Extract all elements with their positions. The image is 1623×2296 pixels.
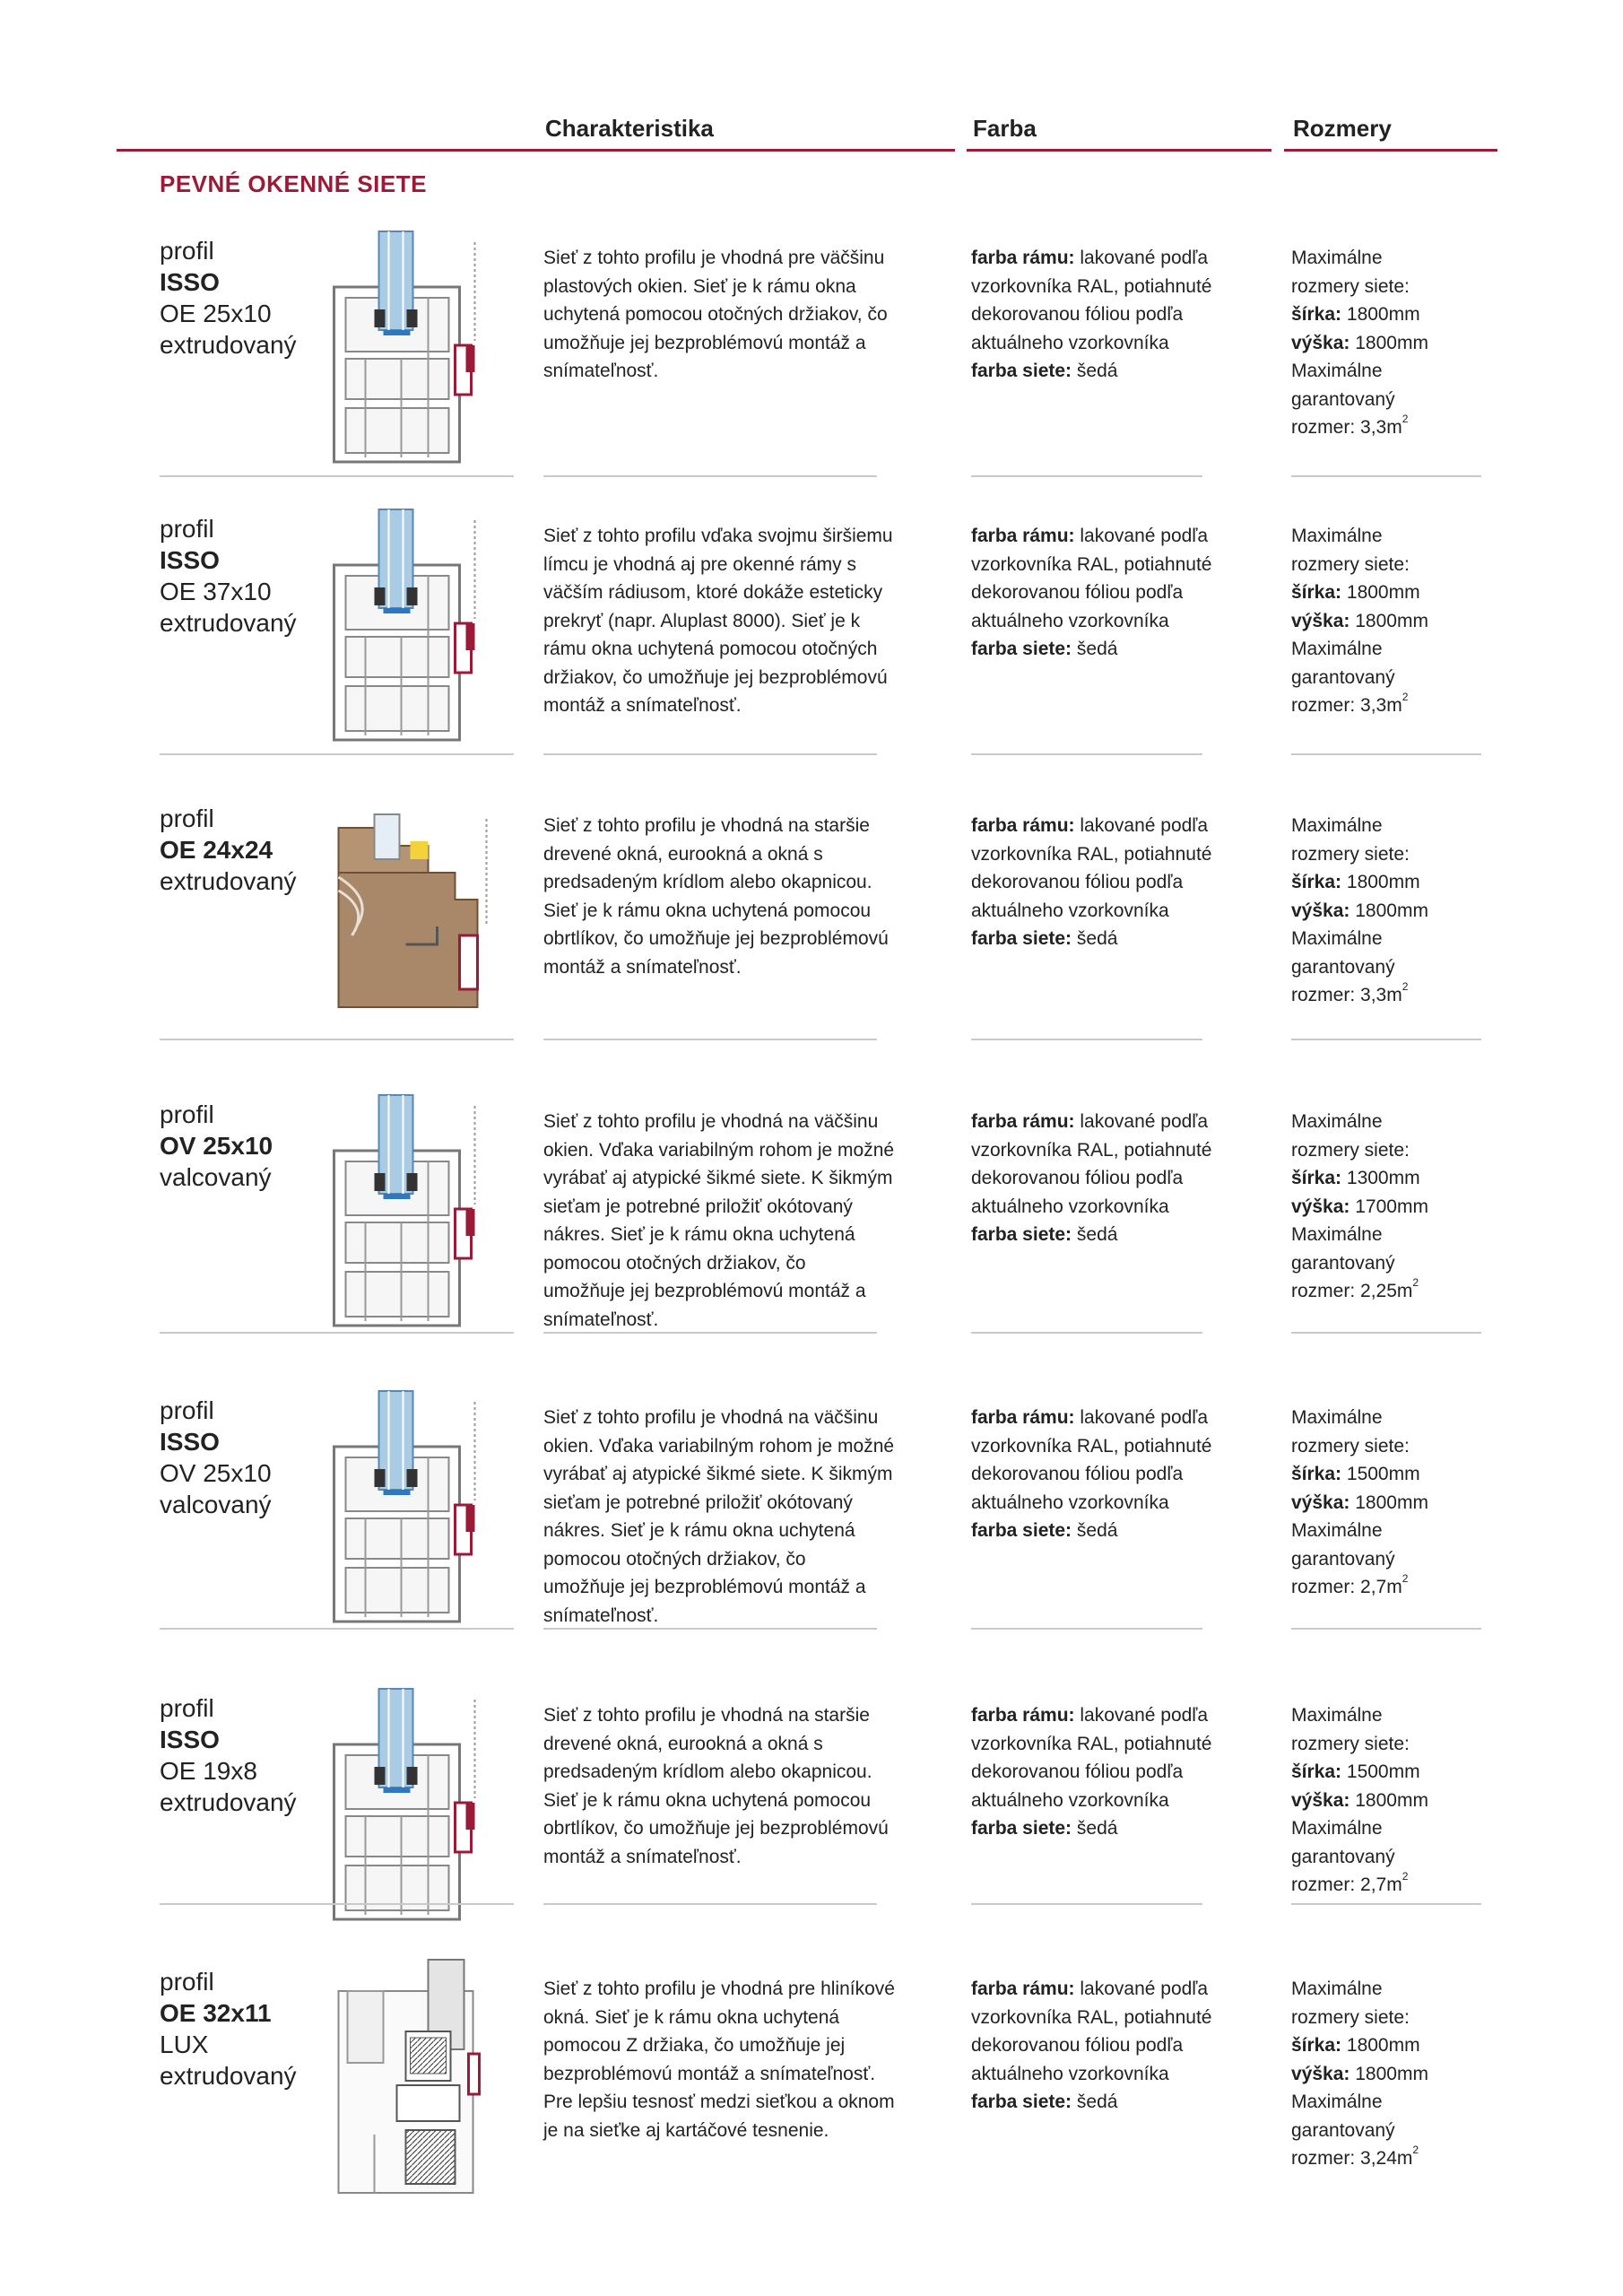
profile-color: farba rámu: lakované podľa vzorkovníka RAL, potiahnuté dekorovanou fóliou podľa aktuálneho vzorkovníka farba siete: šedá — [971, 1407, 1212, 1541]
profile-color: farba rámu: lakované podľa vzorkovníka RAL, potiahnuté dekorovanou fóliou podľa aktuálneho vzorkovníka farba siete: šedá — [971, 1111, 1212, 1245]
row-separator — [971, 1628, 1202, 1630]
profile-description: Sieť z tohto profilu je vhodná na väčšinu okien. Vďaka variabilným rohom je možné vyrábať aj atypické šikmé siete. K šikmým sieťam je potrebné priložiť okótovaný nákres. Sieť je k rámu okna uchytená pomocou otočných držiakov, čo umožňuje jej bezproblémovú montáž a snímateľnosť. — [543, 1407, 895, 1626]
profile-color: farba rámu: lakované podľa vzorkovníka RAL, potiahnuté dekorovanou fóliou podľa aktuálneho vzorkovníka farba siete: šedá — [971, 526, 1212, 659]
row-separator — [543, 1903, 877, 1905]
profile-color: farba rámu: lakované podľa vzorkovníka RAL, potiahnuté dekorovanou fóliou podľa aktuálneho vzorkovníka farba siete: šedá — [971, 1979, 1212, 2112]
wooden-window-profile-icon — [305, 792, 516, 1034]
row-separator — [160, 1628, 514, 1630]
pvc-window-profile-icon — [305, 1682, 516, 1924]
aluminium-window-profile-icon — [305, 1955, 516, 2197]
header-rule-3 — [1284, 149, 1497, 152]
profile-dimensions: Maximálne rozmery siete: šírka: 1800mm výška: 1800mm Maximálne garantovaný rozmer: $3,3m^2$ — [1291, 815, 1428, 1005]
profile-color: farba rámu: lakované podľa vzorkovníka RAL, potiahnuté dekorovanou fóliou podľa aktuálneho vzorkovníka farba siete: šedá — [971, 1705, 1212, 1839]
row-separator — [971, 1039, 1202, 1040]
profile-description: Sieť z tohto profilu je vhodná pre hliníkové okná. Sieť je k rámu okna uchytená pomocou Z držiaka, čo umožňuje jej bezproblémovú montáž a snímateľnosť. Pre lepšiu tesnosť medzi sieťkou a oknom je na sieťke aj kartáčové tesnenie. — [543, 1979, 895, 2141]
header-color: Farba — [973, 115, 1037, 142]
row-separator — [1291, 1039, 1481, 1040]
profile-name: profil ISSO OE 25x10 extrudovaný — [160, 237, 297, 359]
row-separator — [160, 753, 514, 755]
profile-description: Sieť z tohto profilu je vhodná na staršie drevené okná, eurookná a okná s predsadeným krídlom alebo okapnicou. Sieť je k rámu okna uchytená pomocou obrtlíkov, čo umožňuje jej bezproblémovú montáž a snímateľnosť. — [543, 1705, 889, 1867]
profile-name: profil ISSO OE 19x8 extrudovaný — [160, 1694, 297, 1816]
header-characteristics: Charakteristika — [545, 115, 714, 142]
pvc-window-profile-icon — [305, 502, 516, 744]
row-separator — [160, 475, 514, 477]
row-separator — [1291, 1628, 1481, 1630]
profile-dimensions: Maximálne rozmery siete: šírka: 1800mm výška: 1800mm Maximálne garantovaný rozmer: $3,24m^2$ — [1291, 1979, 1428, 2169]
row-separator — [971, 1332, 1202, 1334]
row-separator — [160, 1903, 514, 1905]
profile-description: Sieť z tohto profilu je vhodná na staršie drevené okná, eurookná a okná s predsadeným krídlom alebo okapnicou. Sieť je k rámu okna uchytená pomocou obrtlíkov, čo umožňuje jej bezproblémovú montáž a snímateľnosť. — [543, 815, 889, 978]
row-separator — [1291, 1332, 1481, 1334]
row-separator — [1291, 753, 1481, 755]
profile-color: farba rámu: lakované podľa vzorkovníka RAL, potiahnuté dekorovanou fóliou podľa aktuálneho vzorkovníka farba siete: šedá — [971, 815, 1212, 949]
profile-description: Sieť z tohto profilu vďaka svojmu širšiemu límcu je vhodná aj pre okenné rámy s väčším rádiusom, ktoré dokáže esteticky prekryť (napr. Aluplast 8000). Sieť je k rámu okna uchytená pomocou otočných držiakov, čo umožňuje jej bezproblémovú montáž a snímateľnosť. — [543, 526, 893, 716]
profile-dimensions: Maximálne rozmery siete: šírka: 1500mm výška: 1800mm Maximálne garantovaný rozmer: $2,7m^2$ — [1291, 1705, 1428, 1895]
row-separator — [971, 1903, 1202, 1905]
pvc-window-profile-icon — [305, 1384, 516, 1626]
profile-dimensions: Maximálne rozmery siete: šírka: 1300mm výška: 1700mm Maximálne garantovaný rozmer: $2,25m^2$ — [1291, 1111, 1428, 1301]
profile-color: farba rámu: lakované podľa vzorkovníka RAL, potiahnuté dekorovanou fóliou podľa aktuálneho vzorkovníka farba siete: šedá — [971, 248, 1212, 381]
row-separator — [543, 1332, 877, 1334]
profile-name: profil OE 32x11 LUX extrudovaný — [160, 1968, 297, 2090]
profile-name: profil ISSO OV 25x10 valcovaný — [160, 1396, 272, 1518]
profile-description: Sieť z tohto profilu je vhodná pre väčšinu plastových okien. Sieť je k rámu okna uchytená pomocou otočných držiakov, čo umožňuje jej bezproblémovú montáž a snímateľnosť. — [543, 248, 888, 381]
row-separator — [543, 1628, 877, 1630]
section-title: PEVNÉ OKENNÉ SIETE — [160, 170, 427, 197]
row-separator — [1291, 1903, 1481, 1905]
row-separator — [543, 1039, 877, 1040]
row-separator — [1291, 475, 1481, 477]
profile-description: Sieť z tohto profilu je vhodná na väčšinu okien. Vďaka variabilným rohom je možné vyrábať aj atypické šikmé siete. K šikmým sieťam je potrebné priložiť okótovaný nákres. Sieť je k rámu okna uchytená pomocou otočných držiakov, čo umožňuje jej bezproblémovú montáž a snímateľnosť. — [543, 1111, 895, 1330]
header-dimensions: Rozmery — [1293, 115, 1392, 142]
row-separator — [971, 753, 1202, 755]
pvc-window-profile-icon — [305, 1088, 516, 1330]
profile-name: profil ISSO OE 37x10 extrudovaný — [160, 515, 297, 637]
profile-dimensions: Maximálne rozmery siete: šírka: 1500mm výška: 1800mm Maximálne garantovaný rozmer: $2,7m^2$ — [1291, 1407, 1428, 1597]
row-separator — [543, 475, 877, 477]
header-rule-1 — [117, 149, 955, 152]
profile-dimensions: Maximálne rozmery siete: šírka: 1800mm výška: 1800mm Maximálne garantovaný rozmer: $3,3m^2$ — [1291, 526, 1428, 716]
row-separator — [971, 475, 1202, 477]
pvc-window-profile-icon — [305, 224, 516, 466]
row-separator — [160, 1039, 514, 1040]
profile-dimensions: Maximálne rozmery siete: šírka: 1800mm výška: 1800mm Maximálne garantovaný rozmer: $3,3m^2$ — [1291, 248, 1428, 438]
row-separator — [543, 753, 877, 755]
row-separator — [160, 1332, 514, 1334]
header-rule-2 — [967, 149, 1271, 152]
profile-name: profil OE 24x24 extrudovaný — [160, 804, 297, 895]
profile-name: profil OV 25x10 valcovaný — [160, 1100, 273, 1191]
